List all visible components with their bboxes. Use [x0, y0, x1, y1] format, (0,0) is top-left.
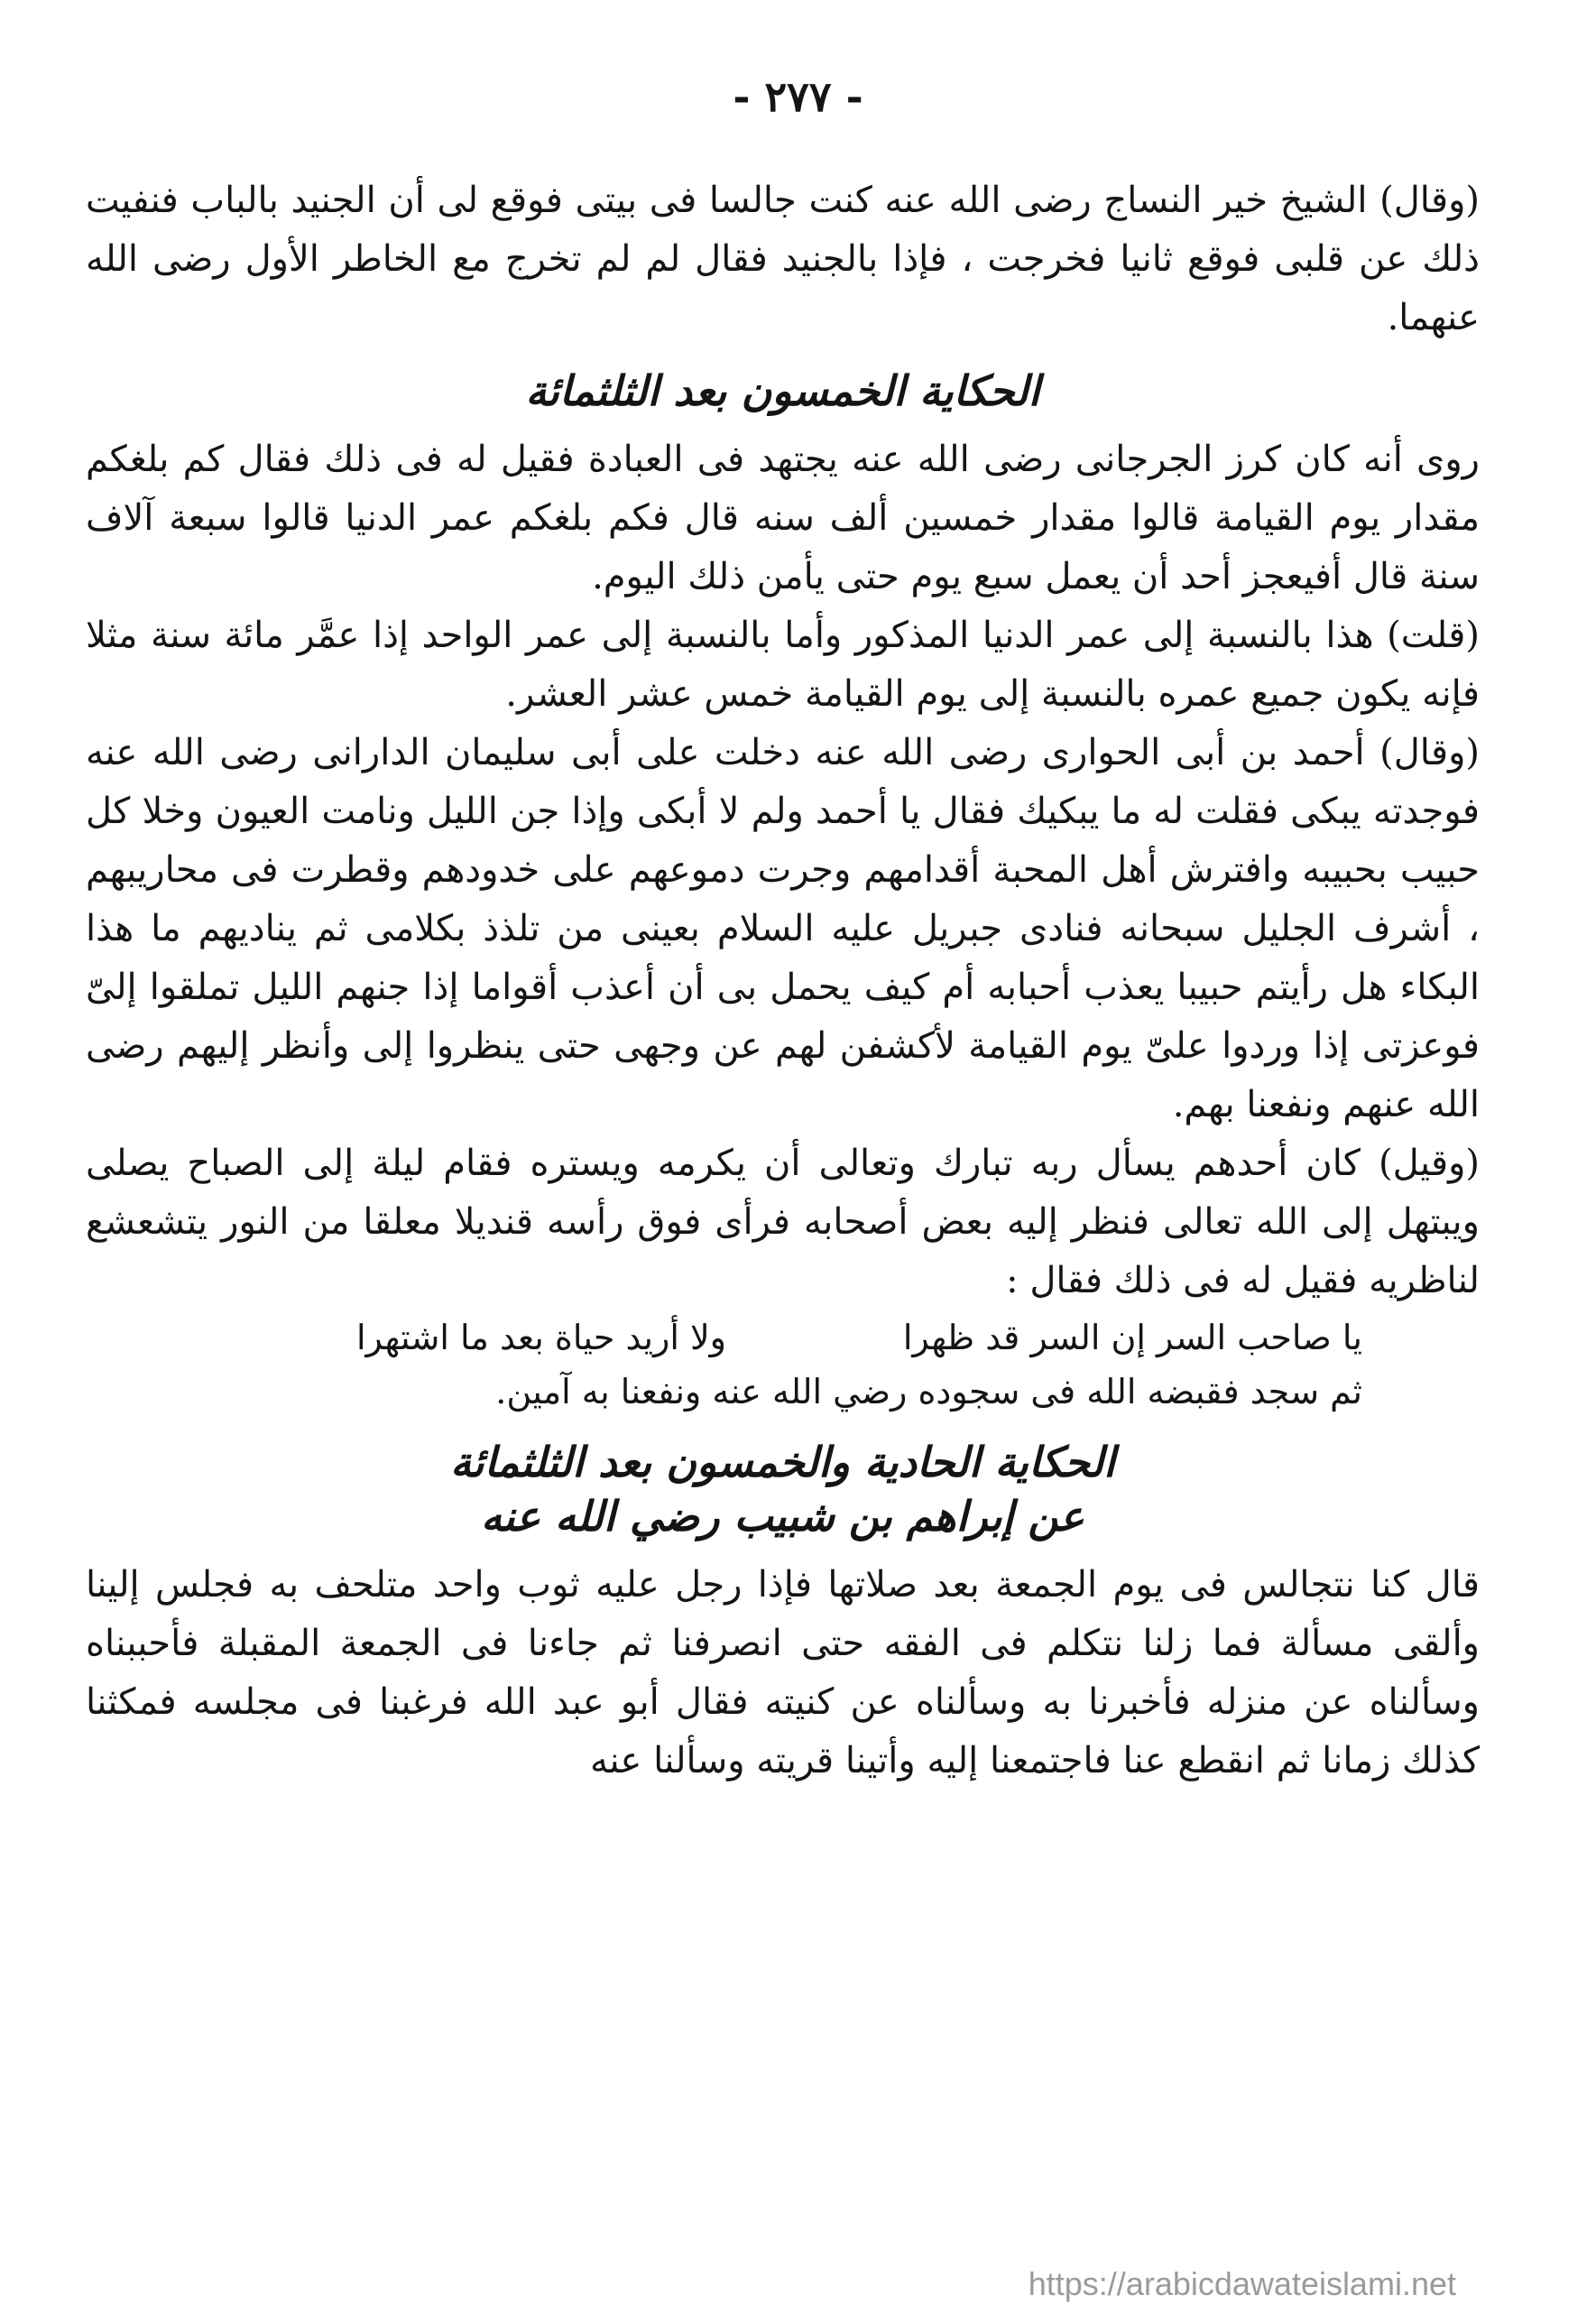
- page-number: - ٢٧٧ -: [733, 72, 863, 121]
- source-watermark: https://arabicdawateislami.net: [1028, 2265, 1456, 2302]
- section-heading-350: الحكاية الخمسون بعد الثلثمائة: [525, 366, 1040, 415]
- paragraph-khayr-al-nassaj: (وقال) الشيخ خير النساج رضى الله عنه كنت جالسا فى بيتى فوقع لى أن الجنيد بالباب فنفيت ذلك عن قلبى فوقع ثانيا فخرجت ، فإذا بالجنيد فقال لم لم تخرج مع الخاطر الأول رضى الله عنهما.: [86, 180, 1480, 338]
- closing-line: ثم سجد فقبضه الله فى سجوده رضي الله عنه ونفعنا به آمين.: [495, 1372, 1362, 1411]
- poem-verse: [86, 1310, 1480, 1365]
- section-heading-351: [86, 1435, 1480, 1543]
- section-heading-351-subtitle: عن إبراهم بن شبيب رضي الله عنه: [481, 1492, 1084, 1541]
- paragraph-lamp-story: (وقيل) كان أحدهم يسأل ربه تبارك وتعالى أن يكرمه ويستره فقام ليلة إلى الصباح يصلى ويبتهل إلى الله تعالى فنظر إليه بعض أصحابه فرأى فوق رأسه قنديلا معلقا من النور يتشعشع لناظريه فقيل له فى ذلك فقال :: [86, 1143, 1480, 1301]
- verse-second-hemistich: ولا أريد حياة بعد ما اشتهرا: [356, 1318, 726, 1357]
- paragraph-ibrahim-ibn-shabib: قال كنا نتجالس فى يوم الجمعة بعد صلاتها فإذا رجل عليه ثوب واحد متلحف به فجلس إلينا وألقى مسألة فما زلنا نتكلم فى الفقه حتى انصرفنا ثم جاءنا فى الجمعة المقبلة فأحببناه وسألناه عن منزله فأخبرنا به وسألناه عن كنيته فقال أبو عبد الله فرغبنا فى مجلسه فمكثنا كذلك زمانا ثم انقطع عنا فاجتمعنا إليه وأتينا قريته وسألنا عنه: [86, 1564, 1480, 1782]
- paragraph-kurz-al-jurjani: روى أنه كان كرز الجرجانى رضى الله عنه يجتهد فى العبادة فقيل له فى ذلك فقال كم بلغكم مقدار يوم القيامة قالوا مقدار خمسين ألف سنه قال فكم بلغكم عمر الدنيا قالوا سبعة آلاف سنة قال أفيعجز أحد أن يعمل سبع يوم حتى يأمن ذلك اليوم.: [86, 439, 1481, 597]
- paragraph-author-note: (قلت) هذا بالنسبة إلى عمر الدنيا المذكور وأما بالنسبة إلى عمر الواحد إذا عمَّر مائة سنة مثلا فإنه يكون جميع عمره بالنسبة إلى يوم القيامة خمس عشر العشر.: [86, 615, 1480, 715]
- section-heading-351-title: الحكاية الحادية والخمسون بعد الثلثمائة: [450, 1438, 1115, 1486]
- verse-first-hemistich: يا صاحب السر إن السر قد ظهرا: [902, 1318, 1362, 1357]
- page-content: [86, 171, 1480, 1791]
- paragraph-ahmad-ibn-abi-al-hawari: (وقال) أحمد بن أبى الحوارى رضى الله عنه دخلت على أبى سليمان الدارانى رضى الله عنه فوجدته يبكى فقلت له ما يبكيك فقال يا أحمد ولم لا أبكى وإذا جن الليل ونامت العيون وخلا كل حبيب بحبيبه وافترش أهل المحبة أقدامهم وجرت دموعهم على خدودهم وقطرت فى محاريبهم ، أشرف الجليل سبحانه فنادى جبريل عليه السلام بعينى من تلذذ بكلامى ثم يناديهم ما هذا البكاء هل رأيتم حبيبا يعذب أحبابه أم كيف يحمل بى أن أعذب أقواما إذا جنهم الليل تملقوا إلىّ فوعزتى إذا وردوا علىّ يوم القيامة لأكشفن لهم عن وجهى حتى ينظروا إلى وأنظر إليهم رضى الله عنهم ونفعنا بهم.: [86, 732, 1480, 1125]
